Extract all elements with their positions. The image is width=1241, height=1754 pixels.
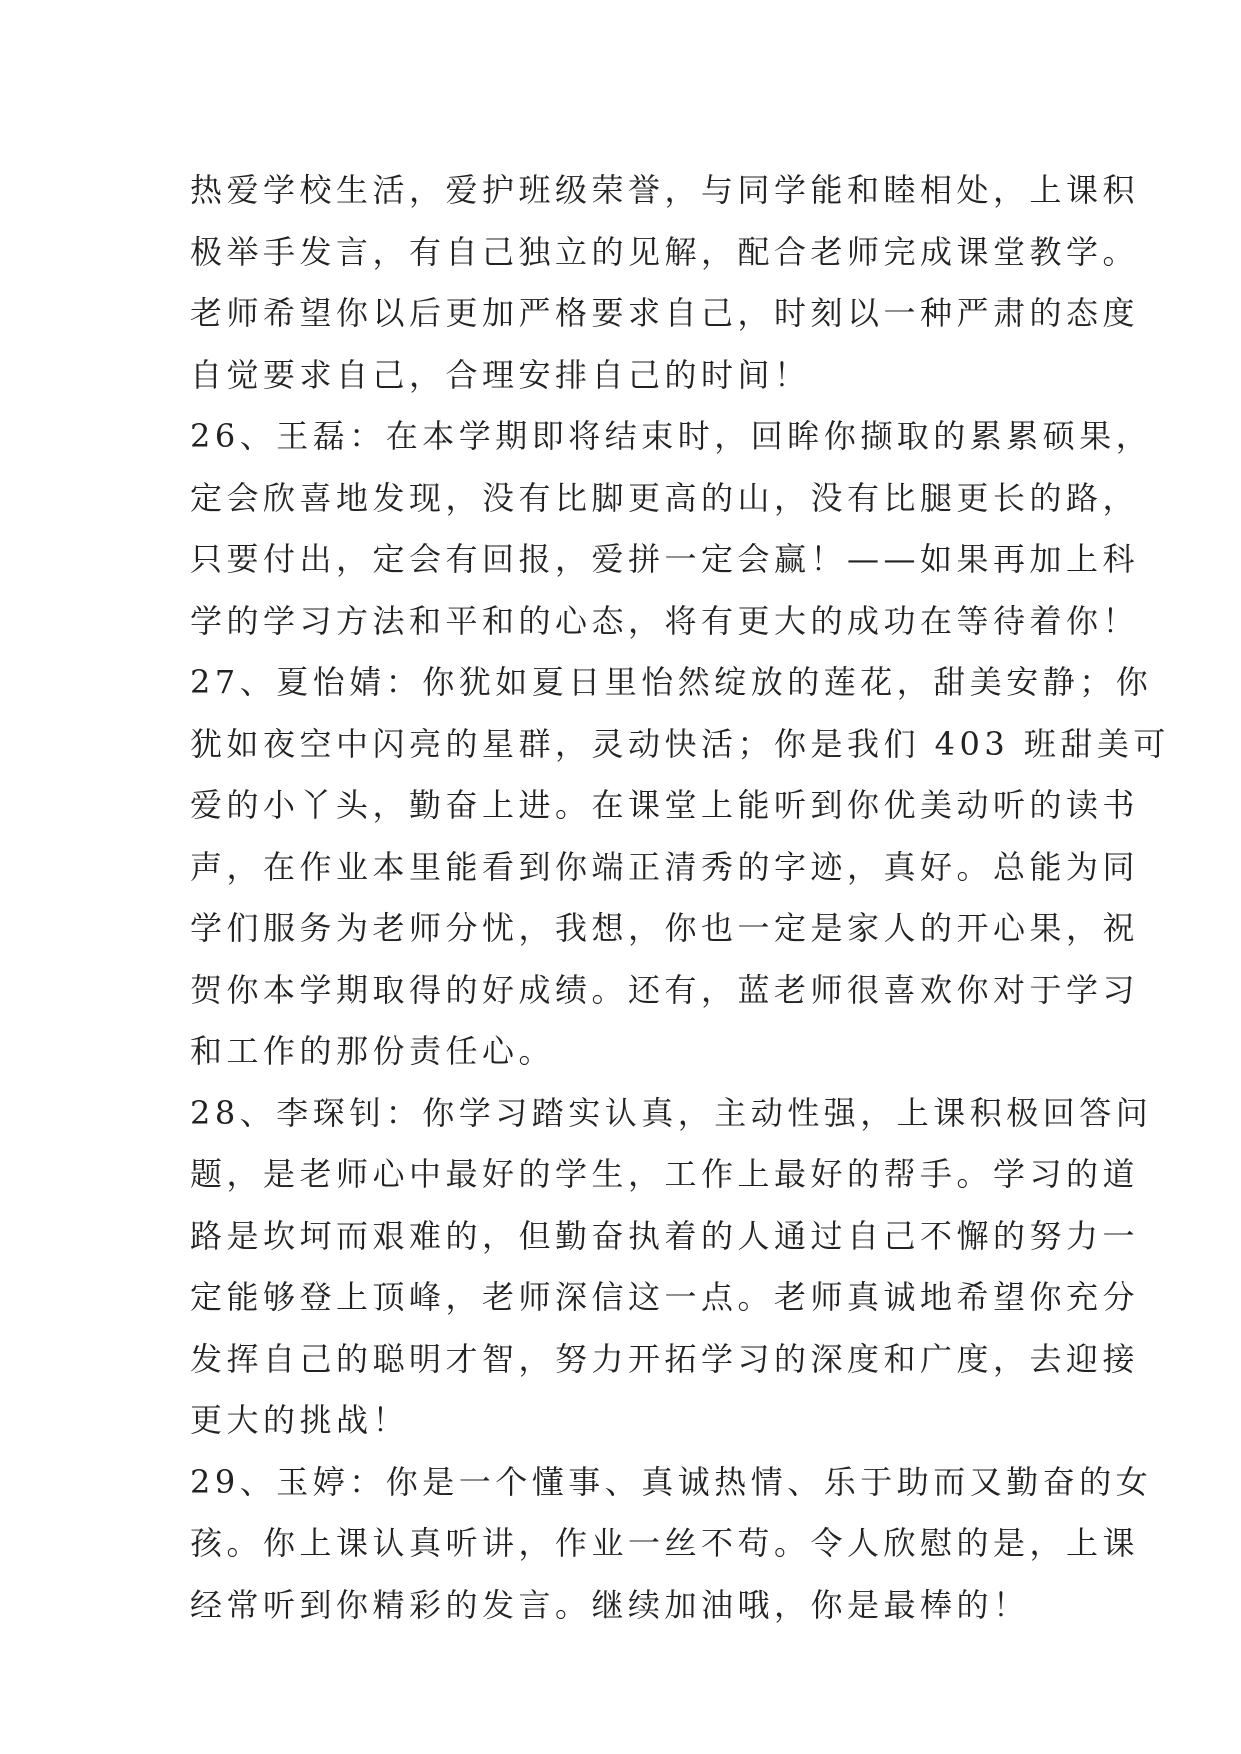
text-line: 学们服务为老师分忧，我想，你也一定是家人的开心果，祝 (190, 909, 1140, 947)
text-line: 孩。你上课认真听讲，作业一丝不苟。令人欣慰的是，上课 (190, 1524, 1140, 1562)
text-line: 经常听到你精彩的发言。继续加油哦，你是最棒的！ (190, 1585, 1030, 1624)
text-line: 29、玉婷：你是一个懂事、真诚热情、乐于助而又勤奋的女 (190, 1462, 1153, 1501)
body-text (190, 160, 1170, 1636)
text-line: 犹如夜空中闪亮的星群，灵动快活；你是我们 403 班甜美可 (190, 724, 1170, 763)
text-line: 贺你本学期取得的好成绩。还有，蓝老师很喜欢你对于学习 (190, 970, 1140, 1009)
text-line: 爱的小丫头，勤奋上进。在课堂上能听到你优美动听的读书 (190, 786, 1140, 824)
text-line: 只要付出，定会有回报，爱拼一定会赢！——如果再加上科 (190, 540, 1140, 578)
text-line: 老师希望你以后更加严格要求自己，时刻以一种严肃的态度 (190, 294, 1140, 332)
text-line: 声，在作业本里能看到你端正清秀的字迹，真好。总能为同 (190, 847, 1140, 886)
text-line: 27、夏怡婧：你犹如夏日里怡然绽放的莲花，甜美安静；你 (190, 663, 1153, 701)
text-line: 28、李琛钊：你学习踏实认真，主动性强，上课积极回答问 (190, 1093, 1153, 1132)
text-line: 定会欣喜地发现，没有比脚更高的山，没有比腿更长的路， (190, 478, 1140, 517)
text-line: 26、王磊：在本学期即将结束时，回眸你撷取的累累硕果， (190, 417, 1153, 455)
text-line: 极举手发言，有自己独立的见解，配合老师完成课堂教学。 (190, 232, 1140, 271)
text-line: 路是坎坷而艰难的，但勤奋执着的人通过自己不懈的努力一 (190, 1216, 1140, 1255)
text-line: 定能够登上顶峰，老师深信这一点。老师真诚地希望你充分 (190, 1278, 1140, 1316)
text-line: 热爱学校生活，爱护班级荣誉，与同学能和睦相处，上课积 (190, 171, 1140, 209)
text-line: 更大的挑战！ (190, 1401, 410, 1439)
text-line: 自觉要求自己，合理安排自己的时间！ (190, 355, 811, 394)
text-line: 和工作的那份责任心。 (190, 1032, 556, 1070)
text-line: 发挥自己的聪明才智，努力开拓学习的深度和广度，去迎接 (190, 1339, 1140, 1378)
text-line: 学的学习方法和平和的心态，将有更大的成功在等待着你！ (190, 601, 1140, 640)
text-line: 题，是老师心中最好的学生，工作上最好的帮手。学习的道 (190, 1155, 1140, 1193)
